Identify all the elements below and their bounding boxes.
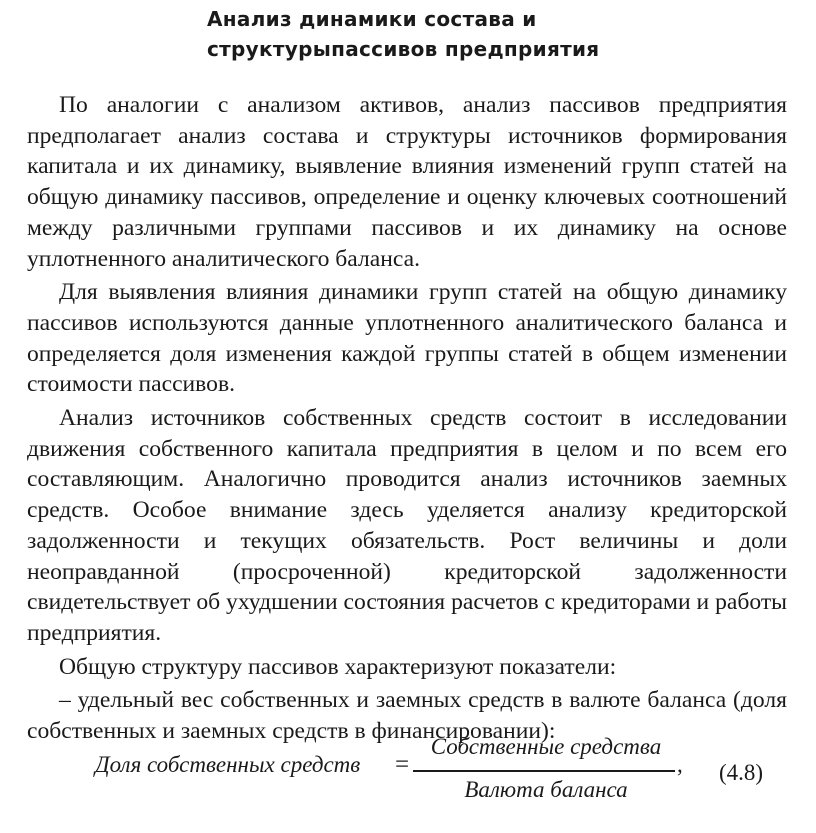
section-heading [207, 4, 727, 64]
paragraph: Общую структуру пассивов характеризуют показатели: [59, 653, 617, 680]
paragraph: Анализ источников собственных средств состоит в исследовании движения собственного капитала предприятия в целом и по всем его составляющим. Аналогично проводится анализ источников заемных средств. Особое внимание здесь уделяется анализу кредиторской задолженности и текущих обязательств. Рост величины и доли неоправданной (просроченной) кредиторской задолженности свидетельствует об ухудшении состояния расчетов с кредиторами и работы предприятия. [27, 405, 787, 646]
list-item: – удельный вес собственных и заемных средств в валюте баланса (доля собственных и заемных средств в финансировании): [27, 687, 787, 745]
body-text [27, 90, 787, 747]
formula-equals: = [395, 751, 410, 778]
formula-denominator: Валюта баланса [464, 777, 628, 802]
paragraph: Для выявления влияния динамики групп статей на общую динамику пассивов используются данные уплотненного аналитического баланса и определяется доля изменения каждой группы статей в общем изменении стоимости пассивов. [27, 279, 787, 398]
heading-line-2: структурыпассивов предприятия [207, 37, 600, 61]
fraction-bar [413, 770, 675, 772]
formula-comma: , [677, 752, 683, 777]
formula-number: (4.8) [719, 760, 764, 785]
heading-line-1: Анализ динамики состава и [207, 7, 537, 31]
formula-4-8 [95, 730, 785, 830]
paragraph: По аналогии с анализом активов, анализ пассивов предприятия предполагает анализ состава и структуры источников формирования капитала и их динамику, выявление влияния изменений групп статей на общую динамику пассивов, определение и оценку ключевых соотношений между различными группами пассивов и их динамику на основе уплотненного аналитического баланса. [27, 92, 787, 272]
formula-numerator: Собственные средства [430, 734, 662, 759]
formula-lhs: Доля собственных средств [95, 752, 361, 777]
